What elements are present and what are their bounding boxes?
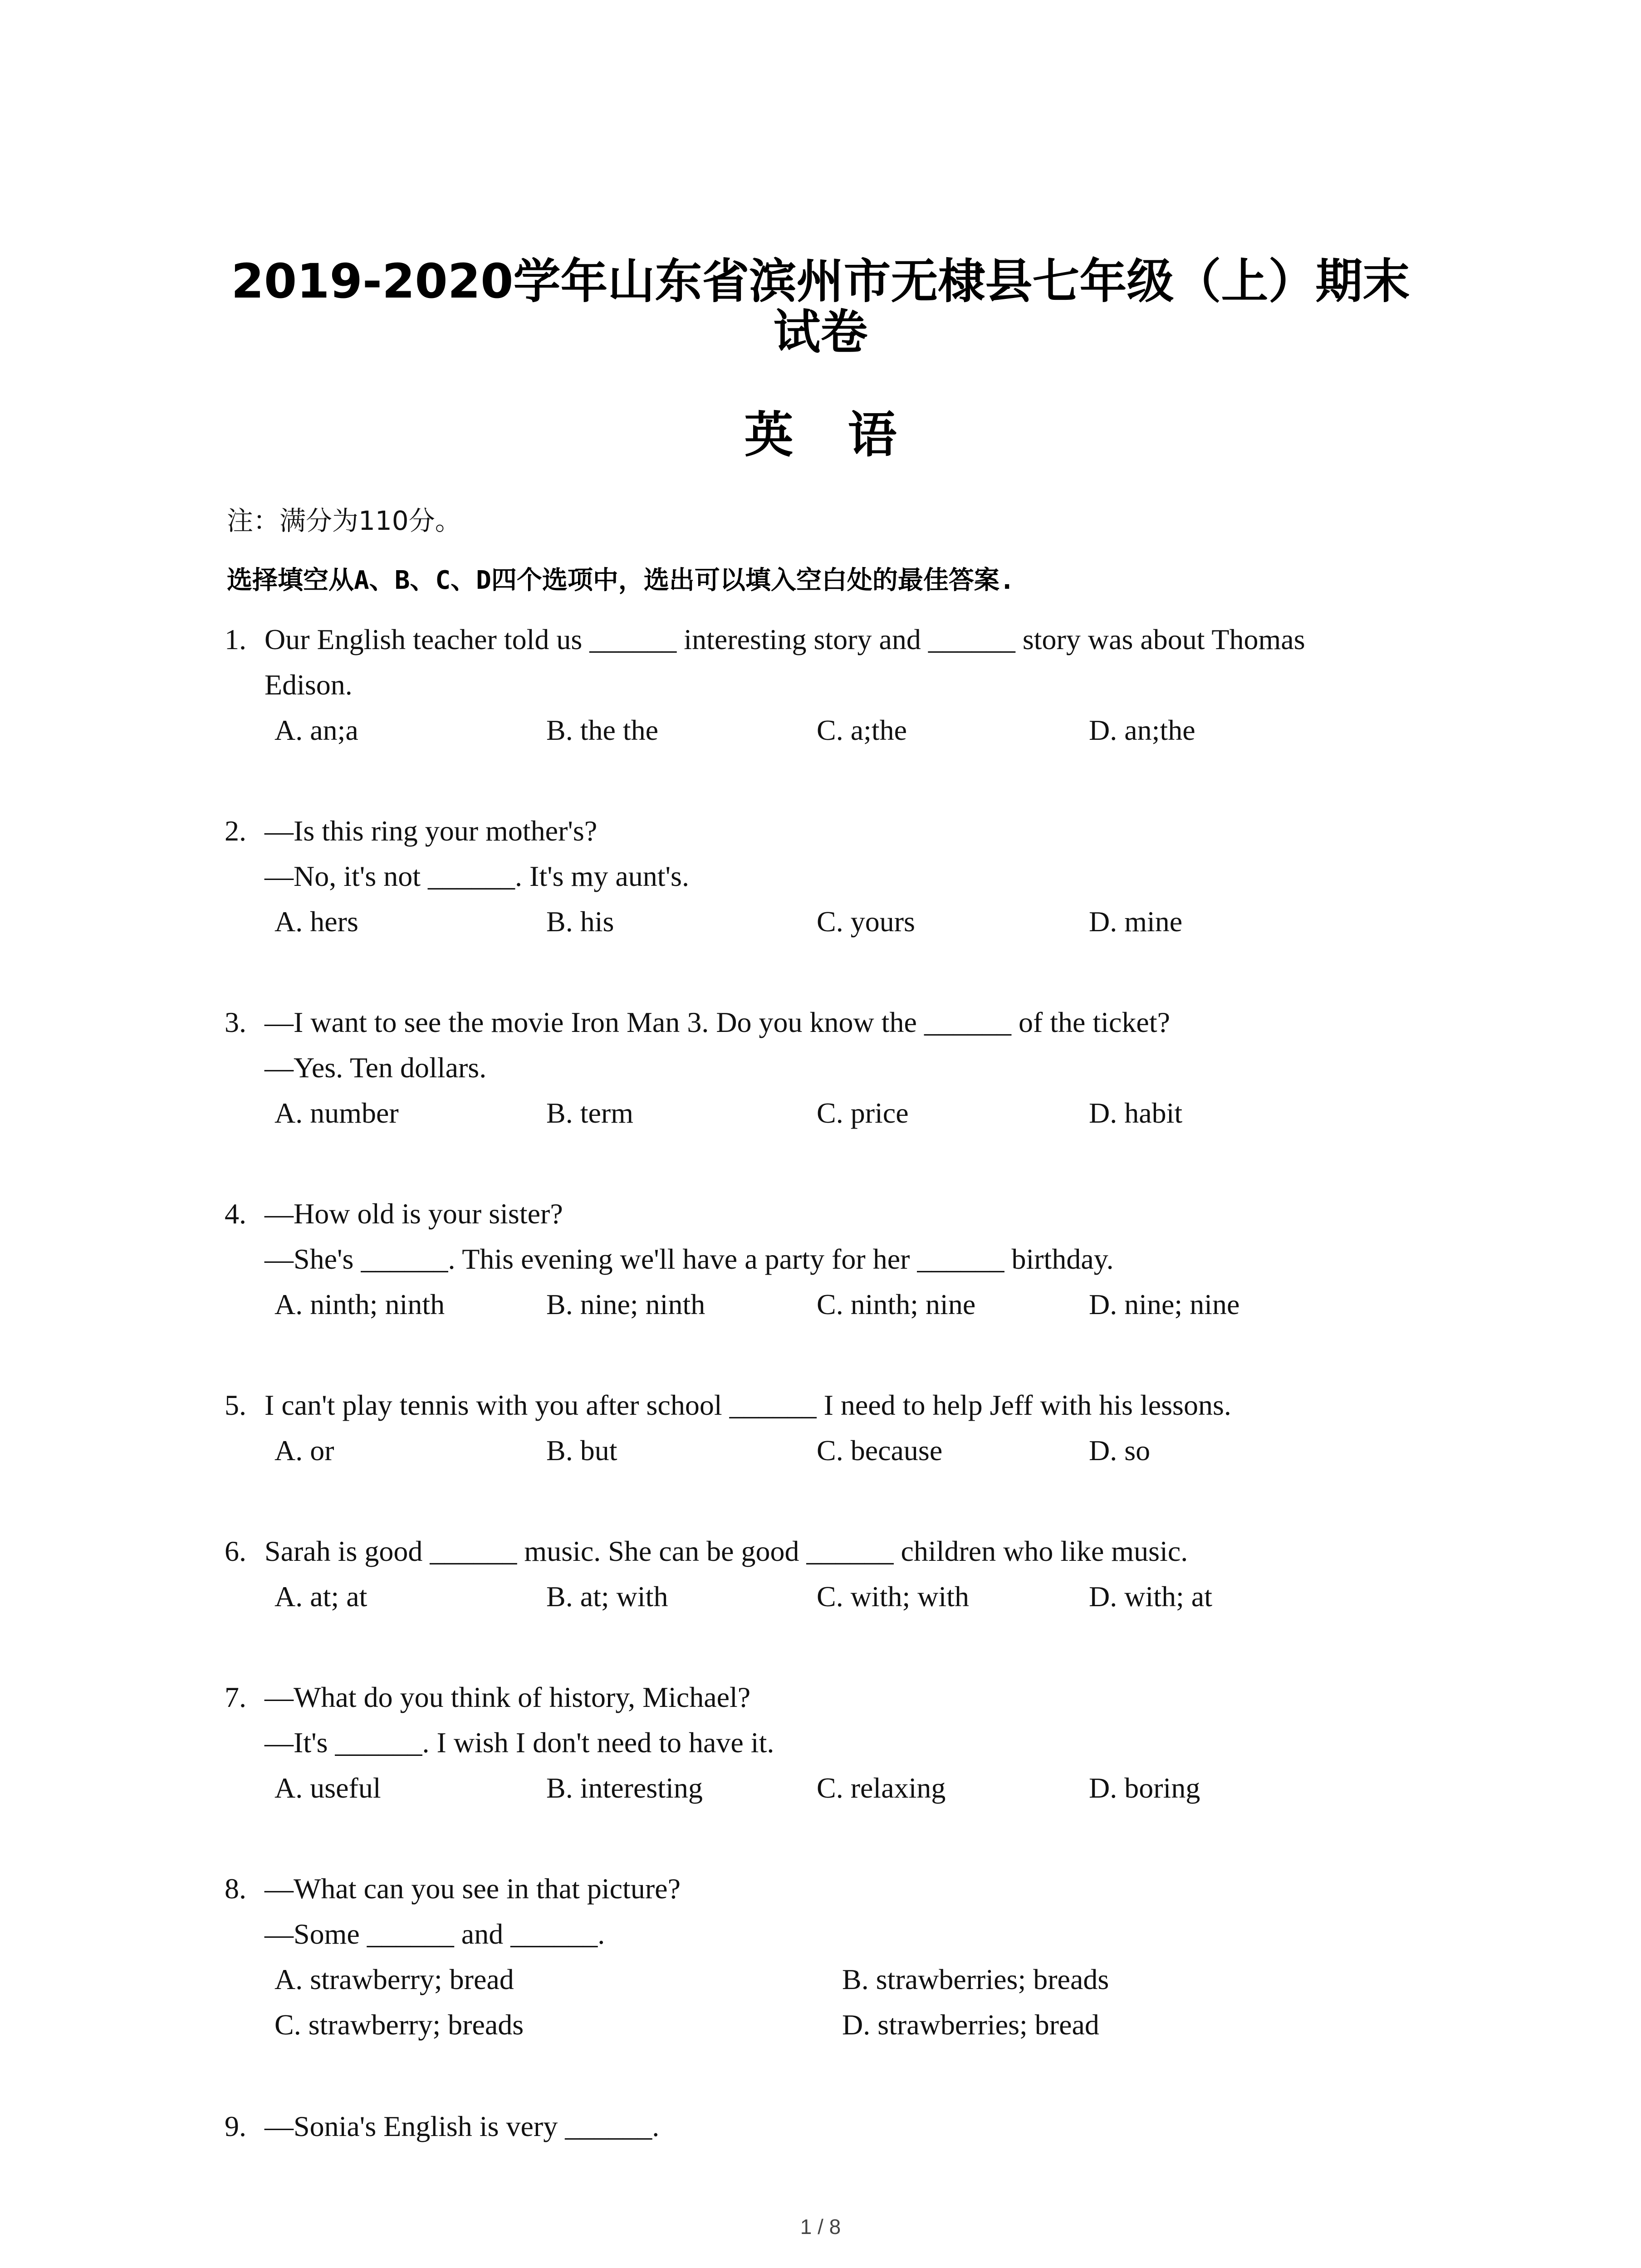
option-a: A. an;a [274,714,358,746]
question-number: 5. [225,1389,246,1421]
question-stem-line: —She's ______. This evening we'll have a party for her ______ birthday. [265,1243,1114,1275]
question-stem-line: Edison. [265,669,353,701]
page-title-continued: 试卷 [773,304,868,360]
option-d: D. habit [1089,1097,1183,1129]
question-stem-line: —No, it's not ______. It's my aunt's. [265,860,689,892]
option-c: C. a;the [817,714,907,746]
question-stem-line: —Sonia's English is very ______. [265,2110,660,2142]
question-stem-line: Sarah is good ______ music. She can be good ______ children who like music. [265,1535,1188,1567]
option-d: D. with; at [1089,1580,1212,1613]
option-d: D. boring [1089,1772,1200,1804]
option-c: C. because [817,1434,943,1466]
question-number: 3. [225,1006,246,1038]
option-a: A. ninth; ninth [274,1288,445,1320]
question-stem-line: —Is this ring your mother's? [265,815,598,847]
question-number: 9. [225,2110,246,2142]
question-number: 8. [225,1872,246,1905]
option-c: C. price [817,1097,909,1129]
score-note: 注：满分为110分。 [227,505,461,536]
option-b: B. but [546,1434,617,1466]
question-stem-line: —What do you think of history, Michael? [265,1681,751,1713]
option-d: D. mine [1089,905,1183,938]
option-a: A. strawberry; bread [274,1963,514,1995]
option-c: C. yours [817,905,915,938]
option-c: C. ninth; nine [817,1288,976,1320]
option-a: A. or [274,1434,334,1466]
question-stem-line: —Yes. Ten dollars. [265,1051,487,1084]
option-d: D. nine; nine [1089,1288,1240,1320]
option-d: D. strawberries; bread [842,2009,1099,2041]
section-instruction: 选择填空从A、B、C、D四个选项中，选出可以填入空白处的最佳答案. [227,566,1015,595]
option-b: B. the the [546,714,659,746]
question-stem-line: —It's ______. I wish I don't need to have it. [265,1726,774,1759]
question-number: 4. [225,1198,246,1230]
option-a: A. hers [274,905,358,938]
question-stem-line: —How old is your sister? [265,1198,563,1230]
question-stem-line: —I want to see the movie Iron Man 3. Do you know the ______ of the ticket? [265,1006,1170,1038]
option-d: D. so [1089,1434,1151,1466]
option-a: A. useful [274,1772,381,1804]
question-stem-line: Our English teacher told us ______ interesting story and ______ story was about Thomas [265,623,1305,655]
option-b: B. interesting [546,1772,703,1804]
option-c: C. strawberry; breads [274,2009,524,2041]
page-number: 1 / 8 [800,2215,841,2239]
option-b: B. at; with [546,1580,668,1613]
question-number: 1. [225,623,246,655]
question-stem-line: —What can you see in that picture? [265,1872,681,1905]
question-number: 2. [225,815,246,847]
option-b: B. term [546,1097,633,1129]
question-stem-line: I can't play tennis with you after school ______ I need to help Jeff with his lessons. [265,1389,1231,1421]
option-a: A. at; at [274,1580,367,1613]
option-a: A. number [274,1097,399,1129]
option-c: C. with; with [817,1580,970,1613]
option-b: B. strawberries; breads [842,1963,1109,1995]
option-b: B. nine; ninth [546,1288,705,1320]
option-d: D. an;the [1089,714,1195,746]
question-number: 7. [225,1681,246,1713]
page-title: 2019-2020学年山东省滨州市无棣县七年级（上）期末 [231,254,1410,309]
option-c: C. relaxing [817,1772,946,1804]
question-number: 6. [225,1535,246,1567]
option-b: B. his [546,905,614,938]
question-stem-line: —Some ______ and ______. [265,1918,605,1950]
subject-heading: 英语 [744,407,951,464]
